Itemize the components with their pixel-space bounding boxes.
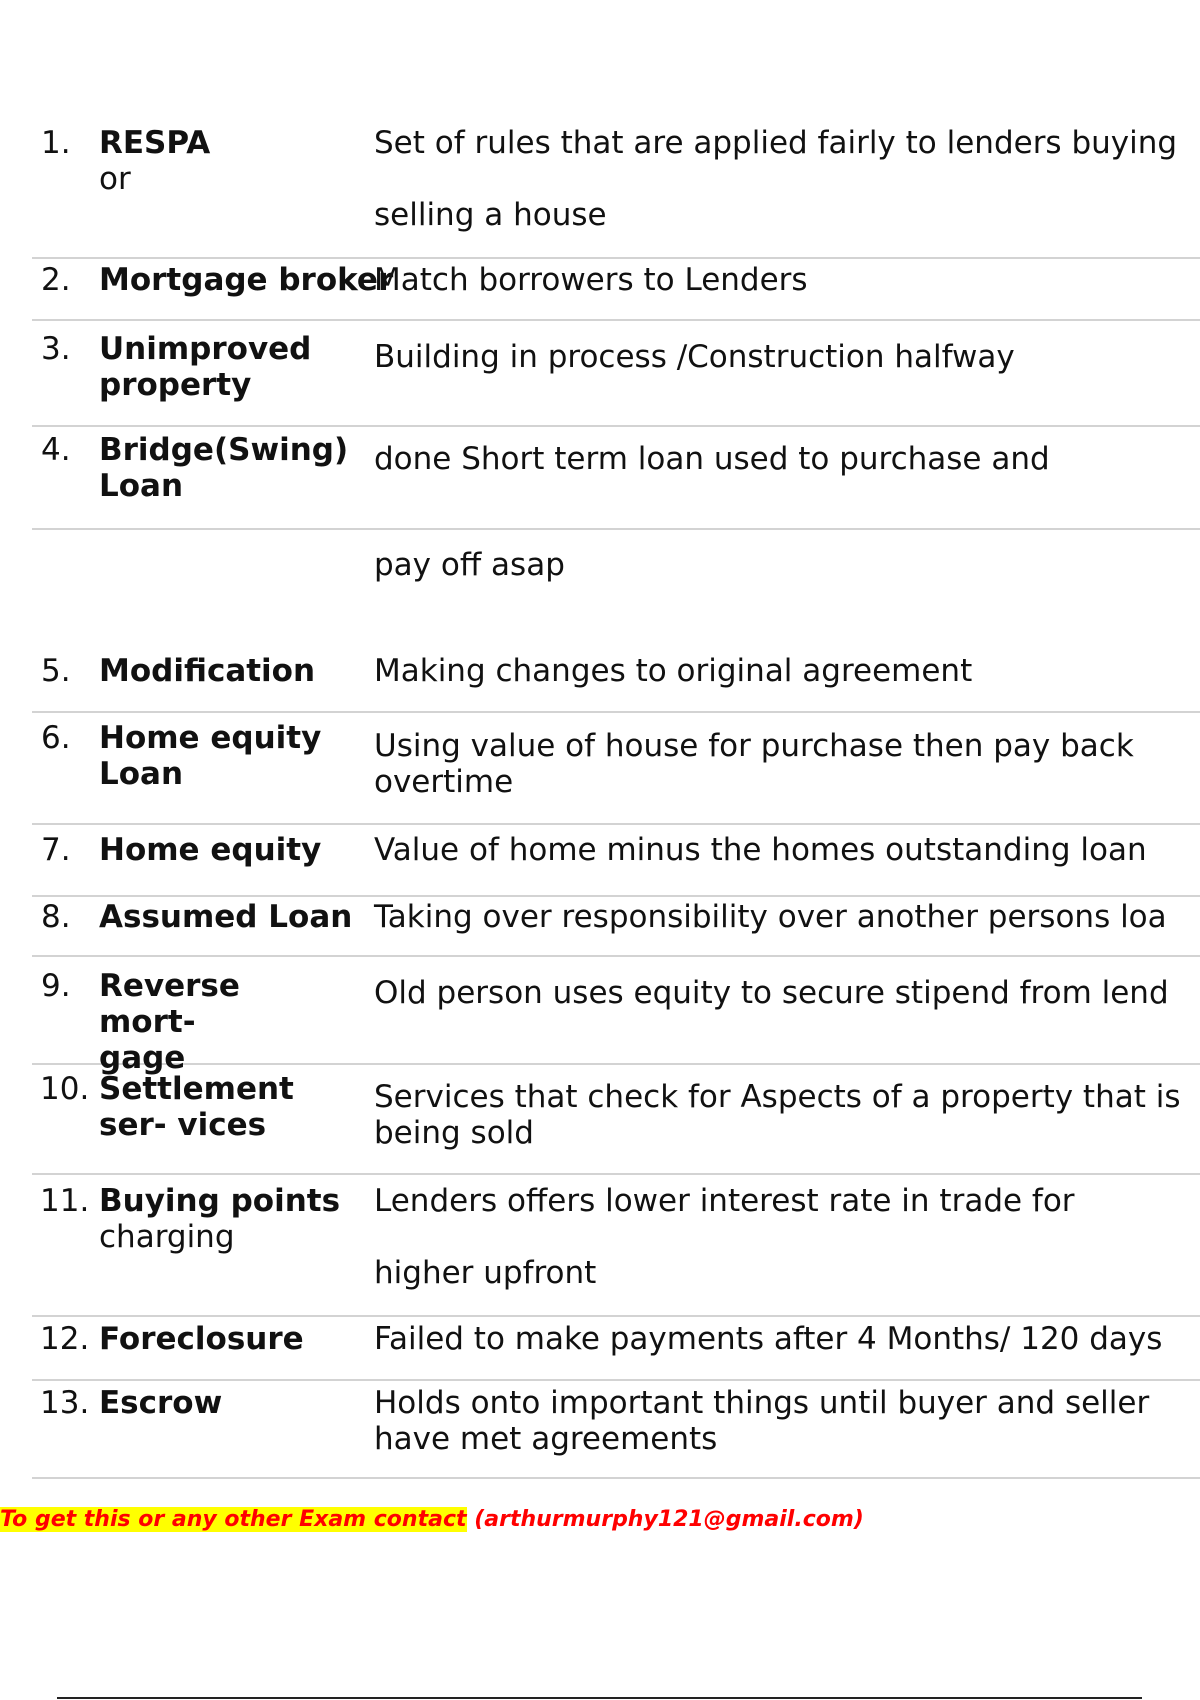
question-term [99, 968, 289, 1076]
question-term [99, 125, 349, 197]
question-row-3 [32, 321, 1200, 427]
question-row-4 [32, 427, 1200, 530]
definition-continuation: pay off asap [374, 547, 565, 583]
question-term [99, 262, 394, 298]
footer-highlight-text: To get this or any other Exam contact [0, 1507, 467, 1532]
term-text: Mortgage broker [99, 262, 394, 298]
definition-text: Match borrowers to Lenders [374, 262, 808, 298]
definition-text: Set of rules that are applied fairly to lenders buying [374, 125, 1178, 161]
question-row-1 [32, 117, 1200, 259]
question-row-10 [32, 1065, 1200, 1175]
term-subtext: or [99, 161, 131, 197]
question-number: 11. [40, 1183, 90, 1219]
term-text: Foreclosure [99, 1321, 304, 1357]
question-definition [374, 653, 1200, 689]
definition-text: Services that check for Aspects of a property that is being sold [374, 1079, 1181, 1151]
question-definition [374, 1079, 1200, 1151]
question-term [99, 331, 349, 403]
question-row-6 [32, 713, 1200, 825]
definition-continuation: higher upfront [374, 1255, 597, 1291]
term-text: Home equity Loan [99, 720, 322, 792]
question-number: 10. [40, 1071, 90, 1107]
definition-text: Failed to make payments after 4 Months/ 120 days [374, 1321, 1163, 1357]
term-text: Escrow [99, 1385, 223, 1421]
question-number: 5. [41, 653, 71, 689]
definition-text: Lenders offers lower interest rate in trade for [374, 1183, 1075, 1219]
term-text: Assumed Loan [99, 899, 353, 935]
question-definition [374, 728, 1184, 800]
question-definition [374, 547, 1200, 583]
question-number: 4. [41, 432, 71, 468]
question-row-9 [32, 957, 1200, 1076]
bottom-divider [57, 1697, 1142, 1699]
question-term [99, 1071, 339, 1143]
question-term [99, 1385, 349, 1421]
question-term [99, 720, 349, 792]
question-number: 7. [41, 832, 71, 868]
definition-text: Old person uses equity to secure stipend from lend [374, 975, 1169, 1011]
question-definition [374, 899, 1200, 935]
question-row-7 [32, 825, 1200, 897]
question-number: 2. [41, 262, 71, 298]
question-definition [374, 1183, 1200, 1291]
definition-text: Using value of house for purchase then pay back overtime [374, 728, 1134, 800]
question-row-12 [32, 1317, 1200, 1381]
footer-email-link[interactable]: (arthurmurphy121@gmail.com) [474, 1507, 864, 1532]
definition-text: Value of home minus the homes outstanding loan [374, 832, 1147, 868]
question-term [99, 899, 359, 935]
definition-continuation: selling a house [374, 197, 607, 233]
term-text: RESPA [99, 125, 211, 161]
question-number: 8. [41, 899, 71, 935]
question-number: 1. [41, 125, 71, 161]
question-row-8 [32, 897, 1200, 957]
definition-text: Taking over responsibility over another persons loa [374, 899, 1167, 935]
question-number: 6. [41, 720, 71, 756]
term-text: Settlement ser- vices [99, 1071, 294, 1143]
question-number: 13. [40, 1385, 90, 1421]
question-row-13 [32, 1381, 1200, 1479]
definition-text: Building in process /Construction halfway [374, 339, 1015, 375]
definition-text: done Short term loan used to purchase and [374, 441, 1050, 477]
question-term [99, 653, 349, 689]
question-definition [374, 262, 1200, 298]
question-term [99, 1183, 349, 1255]
term-text: Unimproved property [99, 331, 312, 403]
term-text: Buying points [99, 1183, 341, 1219]
question-definition [374, 1321, 1200, 1357]
question-row-5 [32, 650, 1200, 713]
term-text: Home equity [99, 832, 322, 868]
term-text: Modification [99, 653, 316, 689]
question-term [99, 432, 349, 504]
question-definition [374, 975, 1200, 1011]
question-definition [374, 125, 1200, 233]
question-number: 3. [41, 331, 71, 367]
question-definition [374, 1385, 1194, 1457]
question-definition [374, 441, 1200, 477]
question-term [99, 832, 349, 868]
question-number: 9. [41, 968, 71, 1004]
definition-text: Holds onto important things until buyer and seller have met agreements [374, 1385, 1150, 1457]
definition-text: Making changes to original agreement [374, 653, 973, 689]
contact-footer [0, 1506, 864, 1534]
term-subtext: charging [99, 1219, 235, 1255]
question-row-2 [32, 259, 1200, 321]
term-text: Reverse mort- gage [99, 968, 240, 1076]
question-term [99, 1321, 349, 1357]
question-definition [374, 832, 1200, 868]
question-definition [374, 339, 1200, 375]
question-number: 12. [40, 1321, 90, 1357]
question-row-11 [32, 1175, 1200, 1317]
term-text: Bridge(Swing) Loan [99, 432, 349, 504]
question-row-4-continuation [32, 530, 1200, 610]
